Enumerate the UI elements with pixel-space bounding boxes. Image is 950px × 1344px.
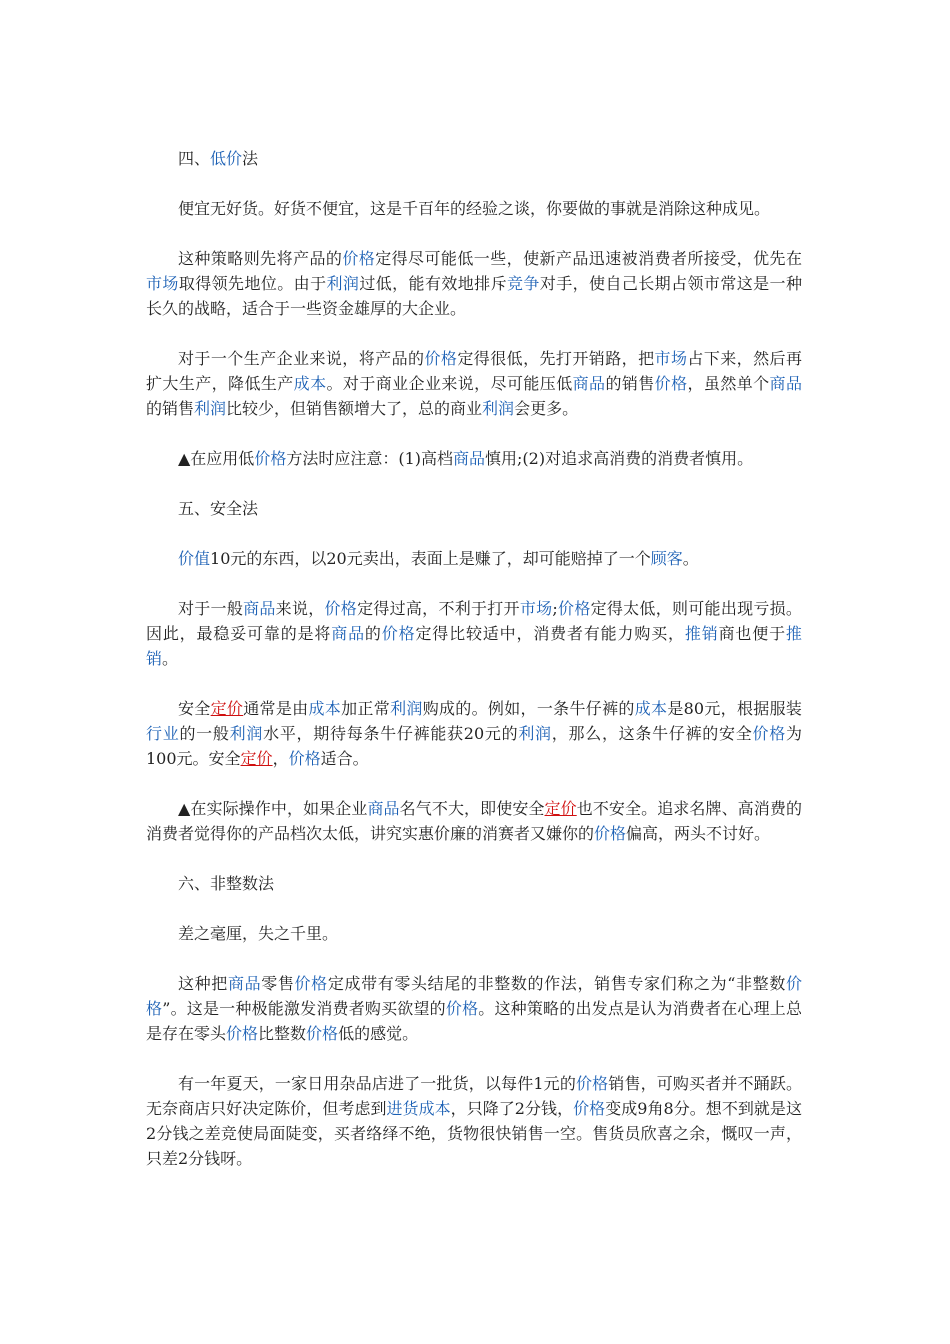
text-segment: 商也便于	[718, 624, 786, 643]
keyword-link[interactable]: 价格	[146, 974, 802, 1018]
text-segment: 定得太低，则可能出现亏损。因此，最稳妥可靠的是将	[146, 599, 802, 643]
text-segment: 方法时应注意：(1)高档	[286, 449, 453, 468]
text-segment: 这种策略则先将产品的	[178, 249, 343, 268]
paragraph	[146, 446, 802, 471]
text-segment: 占下来，然后再扩大生产，降低生产	[146, 349, 802, 393]
keyword-link[interactable]: 价格	[573, 1099, 606, 1118]
text-segment: 这种把	[178, 974, 228, 993]
keyword-link[interactable]: 价格	[654, 374, 688, 393]
text-segment: 适合。	[320, 749, 369, 768]
text-segment: 零售	[261, 974, 295, 993]
keyword-link[interactable]: 商品	[769, 374, 802, 393]
keyword-link[interactable]: 价值	[178, 549, 211, 568]
keyword-link[interactable]: 价格	[254, 449, 287, 468]
text-segment: 。对于商业企业来说，尽可能压低	[326, 374, 573, 393]
text-segment: 水平，期待每条牛仔裤能获20元的	[263, 724, 519, 743]
keyword-link-pricing[interactable]: 定价	[240, 749, 273, 768]
text-segment: 也不安全。追求名牌、高消费的消费者觉得你的产品档次太低，讲究实惠价廉的消赛者又嫌你的	[146, 799, 802, 843]
text-segment: ;	[552, 599, 558, 618]
keyword-link[interactable]: 商品	[331, 624, 365, 643]
keyword-link[interactable]: 成本	[634, 699, 668, 718]
text-segment: 是80元，根据服装	[667, 699, 802, 718]
keyword-link[interactable]: 利润	[390, 699, 423, 718]
text-segment: 有一年夏天，一家日用杂品店进了一批货，以每件1元的	[178, 1074, 576, 1093]
text-segment: ▲在应用低	[178, 449, 255, 468]
keyword-link[interactable]: 价格	[752, 724, 786, 743]
text-segment: 购成的。例如，一条牛仔裤的	[422, 699, 635, 718]
text-segment: 便宜无好货。好货不便宜，这是千百年的经验之谈，你要做的事就是消除这种成见。	[178, 199, 771, 218]
text-segment: 定成带有零头结尾的非整数的作法，销售专家们称之为“非整数	[327, 974, 786, 993]
text-segment: 安全	[178, 699, 211, 718]
text-segment: 的一般	[179, 724, 230, 743]
text-segment: 对于一个生产企业来说，将产品的	[178, 349, 425, 368]
keyword-link[interactable]: 利润	[326, 274, 360, 293]
keyword-link[interactable]: 价格	[424, 349, 458, 368]
paragraph	[146, 921, 802, 946]
text-segment: ▲在实际操作中，如果企业	[178, 799, 368, 818]
text-segment: 变成9角8分。想不到就是这 2分钱之差竞使局面陡变，买者络绎不绝，货物很快销售一空。售货员欣喜之余，慨叹一声，只差2分钱呀。	[146, 1099, 802, 1168]
keyword-link[interactable]: 利润	[482, 399, 515, 418]
text-segment: 定得比较适中，消费者有能力购买，	[415, 624, 685, 643]
text-segment: ，	[272, 749, 289, 768]
text-segment: 。	[162, 649, 179, 668]
keyword-link[interactable]: 利润	[518, 724, 552, 743]
text-segment: 会更多。	[514, 399, 579, 418]
text-segment: 差之毫厘，失之千里。	[178, 924, 339, 943]
text-segment: 对于一般	[178, 599, 244, 618]
keyword-link[interactable]: 商品	[572, 374, 606, 393]
paragraph	[146, 496, 802, 521]
keyword-link[interactable]: 低价	[210, 149, 243, 168]
paragraph	[146, 796, 802, 846]
keyword-link[interactable]: 价格	[294, 974, 328, 993]
paragraph	[146, 696, 802, 771]
text-segment: 的销售	[146, 399, 195, 418]
keyword-link[interactable]: 价格	[288, 749, 321, 768]
paragraph	[146, 871, 802, 896]
keyword-link[interactable]: 价格	[306, 1024, 339, 1043]
paragraph	[146, 246, 802, 321]
keyword-link[interactable]: 市场	[519, 599, 553, 618]
keyword-link[interactable]: 市场	[146, 274, 179, 293]
text-segment: ”。这是一种极能激发消费者购买欲望的	[162, 999, 446, 1018]
paragraph	[146, 546, 802, 571]
text-segment: 六、非整数法	[178, 874, 275, 893]
keyword-link[interactable]: 利润	[229, 724, 264, 743]
text-segment: ，那么，这条牛仔裤的安全	[551, 724, 753, 743]
text-segment: 五、安全法	[178, 499, 259, 518]
text-segment: 偏高，两头不讨好。	[626, 824, 771, 843]
keyword-link[interactable]: 利润	[194, 399, 227, 418]
text-segment: 。	[682, 549, 699, 568]
text-segment: 来说，	[275, 599, 325, 618]
text-segment: ，只降了2分钱，	[450, 1099, 574, 1118]
text-segment: 定得过高，不利于打开	[357, 599, 520, 618]
keyword-link[interactable]: 价格	[381, 624, 416, 643]
text-segment: 法	[242, 149, 259, 168]
keyword-link[interactable]: 价格	[324, 599, 358, 618]
text-segment: 销售，可购买者并不踊跃。无奈商店只好决定陈价，但考虑到	[146, 1074, 802, 1118]
paragraph	[146, 971, 802, 1046]
keyword-link[interactable]: 商品	[367, 799, 400, 818]
text-segment: 比整数	[258, 1024, 307, 1043]
text-segment: 加正常	[341, 699, 391, 718]
keyword-link[interactable]: 市场	[654, 349, 688, 368]
text-segment: 定得很低，先打开销路，把	[457, 349, 655, 368]
text-segment: 慎用;(2)对追求高消费的消费者慎用。	[485, 449, 754, 468]
text-segment: 名气不大，即使安全	[399, 799, 545, 818]
text-segment: 定得尽可能低一些，使新产品迅速被消费者所接受，优先在	[375, 249, 802, 268]
keyword-link-pricing[interactable]: 定价	[210, 699, 244, 718]
keyword-link[interactable]: 价格	[557, 599, 591, 618]
text-segment: 。这种策略的出发点是认为消费者在心理上总是存在零头	[146, 999, 802, 1043]
keyword-link[interactable]: 商品	[243, 599, 276, 618]
text-segment: 比较少，但销售额增大了，总的商业	[226, 399, 483, 418]
text-segment: 10元的东西，以20元卖出，表面上是赚了，却可能赔掉了一个	[210, 549, 651, 568]
keyword-link[interactable]: 价格	[594, 824, 627, 843]
keyword-link[interactable]: 推销	[684, 624, 719, 643]
keyword-link[interactable]: 价格	[342, 249, 376, 268]
text-segment: 过低，能有效地排斥	[359, 274, 507, 293]
keyword-link[interactable]: 商品	[227, 974, 262, 993]
text-segment: 通常是由	[243, 699, 309, 718]
text-segment: 的	[364, 624, 382, 643]
paragraph	[146, 146, 802, 171]
text-segment: ，虽然单个	[687, 374, 770, 393]
text-segment: 对手，使自己长期占领市常这是一种长久的战略，适合于一些资金雄厚的大企业。	[146, 274, 802, 318]
text-segment: 的销售	[605, 374, 655, 393]
keyword-link[interactable]: 成本	[308, 699, 342, 718]
keyword-link[interactable]: 价格	[226, 1024, 259, 1043]
keyword-link[interactable]: 成本	[293, 374, 327, 393]
text-segment: 低的感觉。	[338, 1024, 419, 1043]
keyword-link[interactable]: 价格	[445, 999, 479, 1018]
paragraph	[146, 346, 802, 421]
paragraph	[146, 1071, 802, 1171]
keyword-link[interactable]: 进货成本	[386, 1099, 451, 1118]
keyword-link[interactable]: 竞争	[507, 274, 540, 293]
keyword-link[interactable]: 价格	[575, 1074, 609, 1093]
text-segment: 取得领先地位。由于	[178, 274, 327, 293]
document-body	[146, 146, 802, 1196]
keyword-link-pricing[interactable]: 定价	[544, 799, 577, 818]
text-segment: 为100元。安全	[146, 724, 802, 768]
text-segment: 四、	[178, 149, 211, 168]
keyword-link[interactable]: 推销	[146, 624, 802, 668]
keyword-link[interactable]: 行业	[146, 724, 180, 743]
paragraph	[146, 196, 802, 221]
keyword-link[interactable]: 顾客	[650, 549, 683, 568]
paragraph	[146, 596, 802, 671]
keyword-link[interactable]: 商品	[453, 449, 486, 468]
